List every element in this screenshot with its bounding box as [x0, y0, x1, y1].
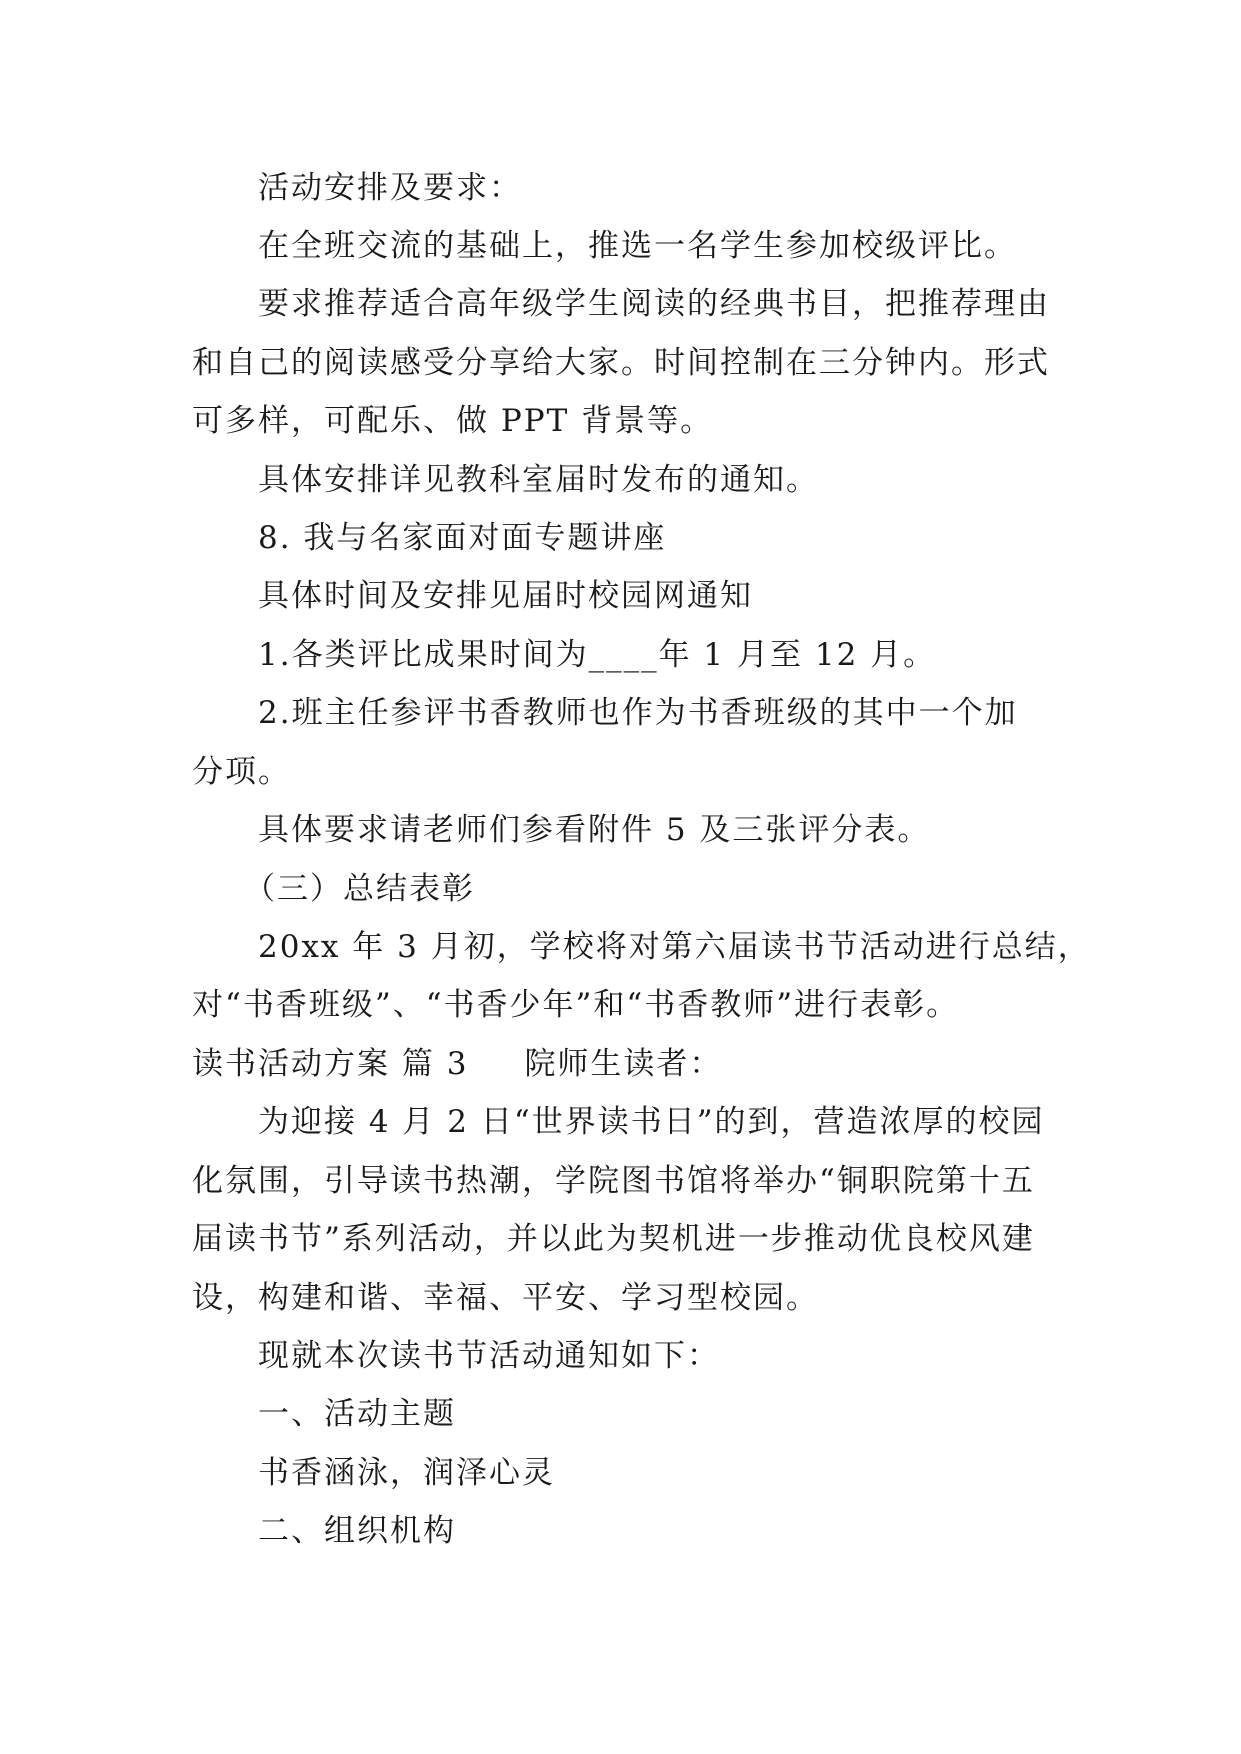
section-salutation: 院师生读者：	[524, 1046, 723, 1082]
paragraph-line: 1.各类评比成果时间为____年 1 月至 12 月。	[258, 637, 937, 673]
subsection-heading: 一、活动主题	[258, 1396, 456, 1432]
paragraph-line: 20xx 年 3 月初，学校将对第六届读书节活动进行总结，	[258, 929, 1091, 965]
section-heading	[192, 1044, 722, 1084]
paragraph-line: 设，构建和谐、幸福、平安、学习型校园。	[192, 1280, 819, 1316]
subsection-heading: （三）总结表彰	[244, 871, 475, 907]
paragraph-line: 具体安排详见教科室届时发布的通知。	[258, 462, 819, 498]
paragraph-line: 要求推荐适合高年级学生阅读的经典书目，把推荐理由	[258, 286, 1050, 322]
paragraph-line: 可多样，可配乐、做 PPT 背景等。	[192, 403, 714, 439]
section-title: 读书活动方案 篇 3	[192, 1046, 469, 1082]
paragraph-line: 活动安排及要求：	[258, 170, 522, 206]
paragraph-line: 具体要求请老师们参看附件 5 及三张评分表。	[258, 812, 931, 848]
paragraph-line: 为迎接 4 月 2 日“世界读书日”的到，营造浓厚的校园	[258, 1104, 1045, 1140]
paragraph-line: 2.班主任参评书香教师也作为书香班级的其中一个加	[258, 695, 1018, 731]
paragraph-line: 对“书香班级”、“书香少年”和“书香教师”进行表彰。	[192, 987, 960, 1023]
list-item-heading: 8. 我与名家面对面专题讲座	[258, 520, 667, 556]
paragraph-line: 分项。	[192, 754, 291, 790]
paragraph-line: 届读书节”系列活动，并以此为契机进一步推动优良校风建	[192, 1221, 1035, 1257]
paragraph-line: 在全班交流的基础上，推选一名学生参加校级评比。	[258, 228, 1017, 264]
paragraph-line: 书香涵泳，润泽心灵	[258, 1455, 555, 1491]
paragraph-line: 化氛围，引导读书热潮，学院图书馆将举办“铜职院第十五	[192, 1163, 1035, 1199]
paragraph-line: 现就本次读书节活动通知如下：	[258, 1338, 720, 1374]
paragraph-line: 具体时间及安排见届时校园网通知	[258, 578, 753, 614]
paragraph-line: 和自己的阅读感受分享给大家。时间控制在三分钟内。形式	[192, 345, 1050, 381]
subsection-heading: 二、组织机构	[258, 1513, 456, 1549]
